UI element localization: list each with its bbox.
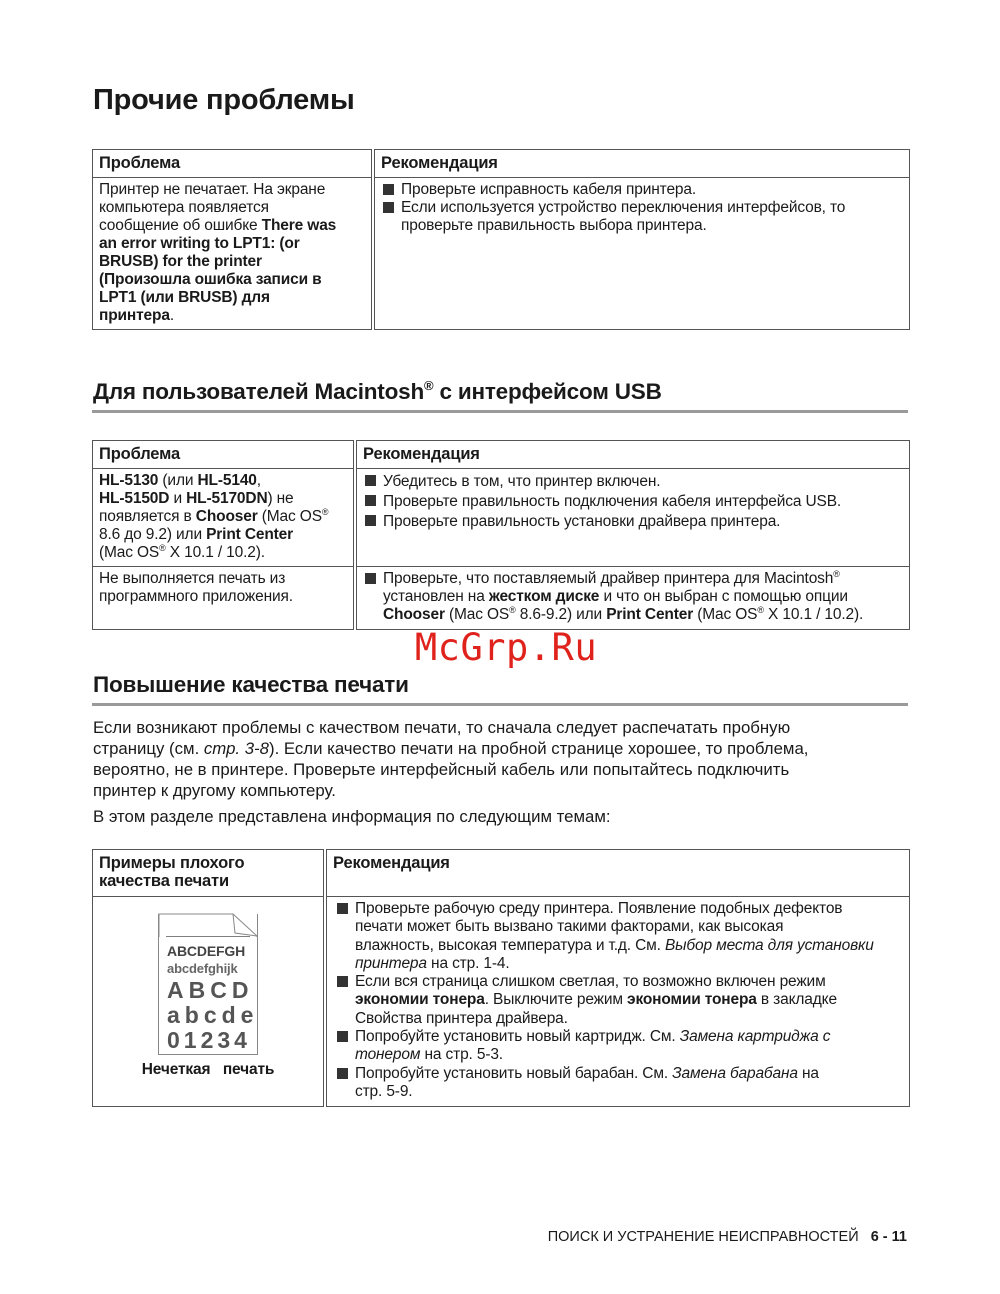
text-segment: Проверьте рабочую среду принтера. Появление подобных дефектов печати может быть вызвано такими факторами, как высокая влажность, высокая температура и т.д. См. [355, 900, 843, 954]
recommendation-item [381, 181, 903, 199]
text-segment: Проверьте правильность установки драйвера принтера. [383, 513, 781, 530]
recommendation-item [381, 199, 903, 235]
recommendation-item [335, 1028, 903, 1065]
folded-page-corner-icon [158, 913, 258, 937]
recommendation-cell [325, 897, 910, 1107]
text-segment: 8.6 до 9.2) или [99, 526, 202, 543]
recommendation-item [335, 900, 903, 973]
text-segment: HL-5170DN [186, 490, 268, 507]
registered-mark: ® [424, 378, 434, 393]
text-segment: Убедитесь в том, что принтер включен. [383, 473, 661, 490]
other-problems-table [92, 149, 910, 330]
text-segment: HL-5150D [99, 490, 170, 507]
registered-mark: ® [833, 569, 840, 579]
heading-rule [92, 703, 908, 706]
square-bullet-icon [365, 573, 376, 584]
text-segment: Print Center [206, 526, 294, 543]
square-bullet-icon [337, 903, 348, 914]
text-segment: жестком диске [488, 588, 600, 605]
column-header-problem: Проблема [93, 441, 356, 469]
recommendation-item [335, 973, 903, 1028]
square-bullet-icon [383, 202, 394, 213]
recommendation-list [363, 472, 903, 532]
text-segment: Принтер не печатает. На экране компьютера появляется сообщение об ошибке [99, 181, 326, 234]
text-segment: , [256, 472, 261, 489]
sample-line: abcde [167, 1002, 259, 1028]
text-segment: (Mac OS [257, 508, 322, 525]
text-segment: . Выключите режим [484, 991, 628, 1009]
text-segment: Замена барабана [672, 1064, 798, 1082]
text-segment: HL-5140 [197, 472, 257, 489]
text-segment: на стр. 5-3. [420, 1046, 503, 1064]
text-segment: X 10.1 / 10.2). [165, 544, 265, 561]
sample-line: ABCDEFGH [167, 943, 246, 959]
intro-paragraph [93, 717, 908, 801]
macintosh-usb-table [92, 440, 910, 630]
square-bullet-icon [383, 184, 394, 195]
text-segment: на стр. 1-4. [426, 954, 510, 972]
square-bullet-icon [337, 1068, 348, 1079]
sample-caption: Нечеткая печать [141, 1061, 275, 1078]
blurry-print-sample-image [158, 914, 258, 1055]
table-row [93, 178, 910, 330]
text-segment: Выбор места для установки принтера [355, 936, 874, 972]
text-segment: Print Center [606, 606, 694, 623]
text-segment: ) не появляется в [99, 490, 294, 525]
text-segment: и что он выбран с помощью опции [603, 588, 848, 605]
text-segment: экономии тонера [627, 991, 757, 1009]
text-segment: экономии тонера [355, 991, 485, 1009]
section-title-other-problems: Прочие проблемы [93, 84, 355, 116]
sample-line: 01234 [167, 1027, 251, 1053]
registered-mark: ® [159, 543, 166, 553]
text-segment: Если используется устройство переключения интерфейсов, то проверьте правильность выбора принтера. [401, 199, 846, 234]
table-row [93, 567, 910, 630]
text-segment: Проверьте правильность подключения кабеля интерфейса USB. [383, 493, 842, 510]
square-bullet-icon [365, 495, 376, 506]
text-segment: HL-5130 [99, 472, 159, 489]
text-segment: Chooser [195, 508, 258, 525]
topics-paragraph: В этом разделе представлена информация по следующим темам: [93, 807, 611, 826]
column-header-recommendation: Рекомендация [373, 150, 910, 178]
text-segment: ). Если качество печати на пробной странице хорошее, то проблема, вероятно, не в принтере. Проверьте интерфейсный кабель или попытайтесь подключить принтер к другому компьютеру. [93, 739, 809, 800]
column-header-examples: Примеры плохого качества печати [93, 850, 326, 897]
text-segment: X 10.1 / 10.2). [763, 606, 864, 623]
recommendation-item [363, 472, 903, 492]
sample-line: abcdefghijk [167, 961, 238, 976]
print-quality-table [92, 849, 910, 1107]
recommendation-item [363, 492, 903, 512]
text-segment: There was an error writing to LPT1: (or BRUSB) for the printer (Произошла ошибка записи в LPT1 (или BRUSB) для принтера [99, 217, 337, 324]
text-segment: Проверьте исправность кабеля принтера. [401, 181, 697, 198]
square-bullet-icon [365, 515, 376, 526]
square-bullet-icon [365, 475, 376, 486]
section-title-print-quality: Повышение качества печати [93, 672, 409, 697]
problem-cell [93, 567, 356, 630]
text-segment: Проверьте, что поставляемый драйвер принтера для Macintosh [383, 570, 834, 587]
watermark: McGrp.Ru [414, 626, 598, 669]
recommendation-item [363, 570, 903, 624]
registered-mark: ® [321, 507, 329, 517]
column-header-problem: Проблема [93, 150, 374, 178]
chapter-title: ПОИСК И УСТРАНЕНИЕ НЕИСПРАВНОСТЕЙ [547, 1229, 859, 1245]
text-segment: Chooser [383, 606, 445, 623]
sample-line: ABCD [167, 977, 254, 1003]
text-segment: в закладке Свойства принтера драйвера. [355, 991, 837, 1027]
column-header-recommendation: Рекомендация [325, 850, 910, 897]
text-segment: . [169, 307, 174, 324]
text-segment: стр. 3-8 [203, 739, 269, 758]
text-segment: 8.6-9.2) или [515, 606, 607, 623]
recommendation-cell [373, 178, 910, 330]
page-number: 6 - 11 [870, 1229, 907, 1245]
section-title-macintosh-usb [93, 379, 662, 405]
text-segment: на стр. 5-9. [355, 1064, 819, 1100]
column-header-recommendation: Рекомендация [355, 441, 910, 469]
heading-text: Для пользователей Macintosh [93, 379, 425, 404]
text-segment: (Mac OS [444, 606, 510, 623]
text-segment: Если возникают проблемы с качеством печати, то сначала следует распечатать пробную страницу (см. [93, 718, 791, 758]
text-segment: и [169, 490, 187, 507]
text-segment: (Mac OS [99, 544, 160, 561]
text-segment: Замена картриджа с тонером [355, 1028, 831, 1064]
table-row [93, 897, 910, 1107]
problem-cell [93, 469, 356, 567]
recommendation-list [335, 900, 903, 1101]
problem-cell [93, 178, 374, 330]
page-footer [548, 1229, 907, 1245]
sample-cell [93, 897, 326, 1107]
text-segment: Если вся страница слишком светлая, то возможно включен режим [355, 973, 826, 991]
recommendation-cell [355, 567, 910, 630]
heading-rule [92, 410, 908, 413]
recommendation-cell [355, 469, 910, 567]
square-bullet-icon [337, 976, 348, 987]
text-segment: Попробуйте установить новый картридж. См. [355, 1028, 680, 1046]
heading-text: с интерфейсом USB [433, 379, 662, 404]
text-segment: Попробуйте установить новый барабан. См. [355, 1064, 673, 1082]
registered-mark: ® [757, 605, 764, 615]
text-segment: Не выполняется печать из программного приложения. [99, 570, 293, 605]
recommendation-item [363, 512, 903, 532]
recommendation-list [363, 570, 903, 624]
text-segment: (Mac OS [693, 606, 758, 623]
registered-mark: ® [509, 605, 516, 615]
text-segment: (или [158, 472, 198, 489]
recommendation-item [335, 1065, 903, 1102]
recommendation-list [381, 181, 903, 235]
text-segment: установлен на [383, 588, 485, 605]
square-bullet-icon [337, 1031, 348, 1042]
table-row [93, 469, 910, 567]
